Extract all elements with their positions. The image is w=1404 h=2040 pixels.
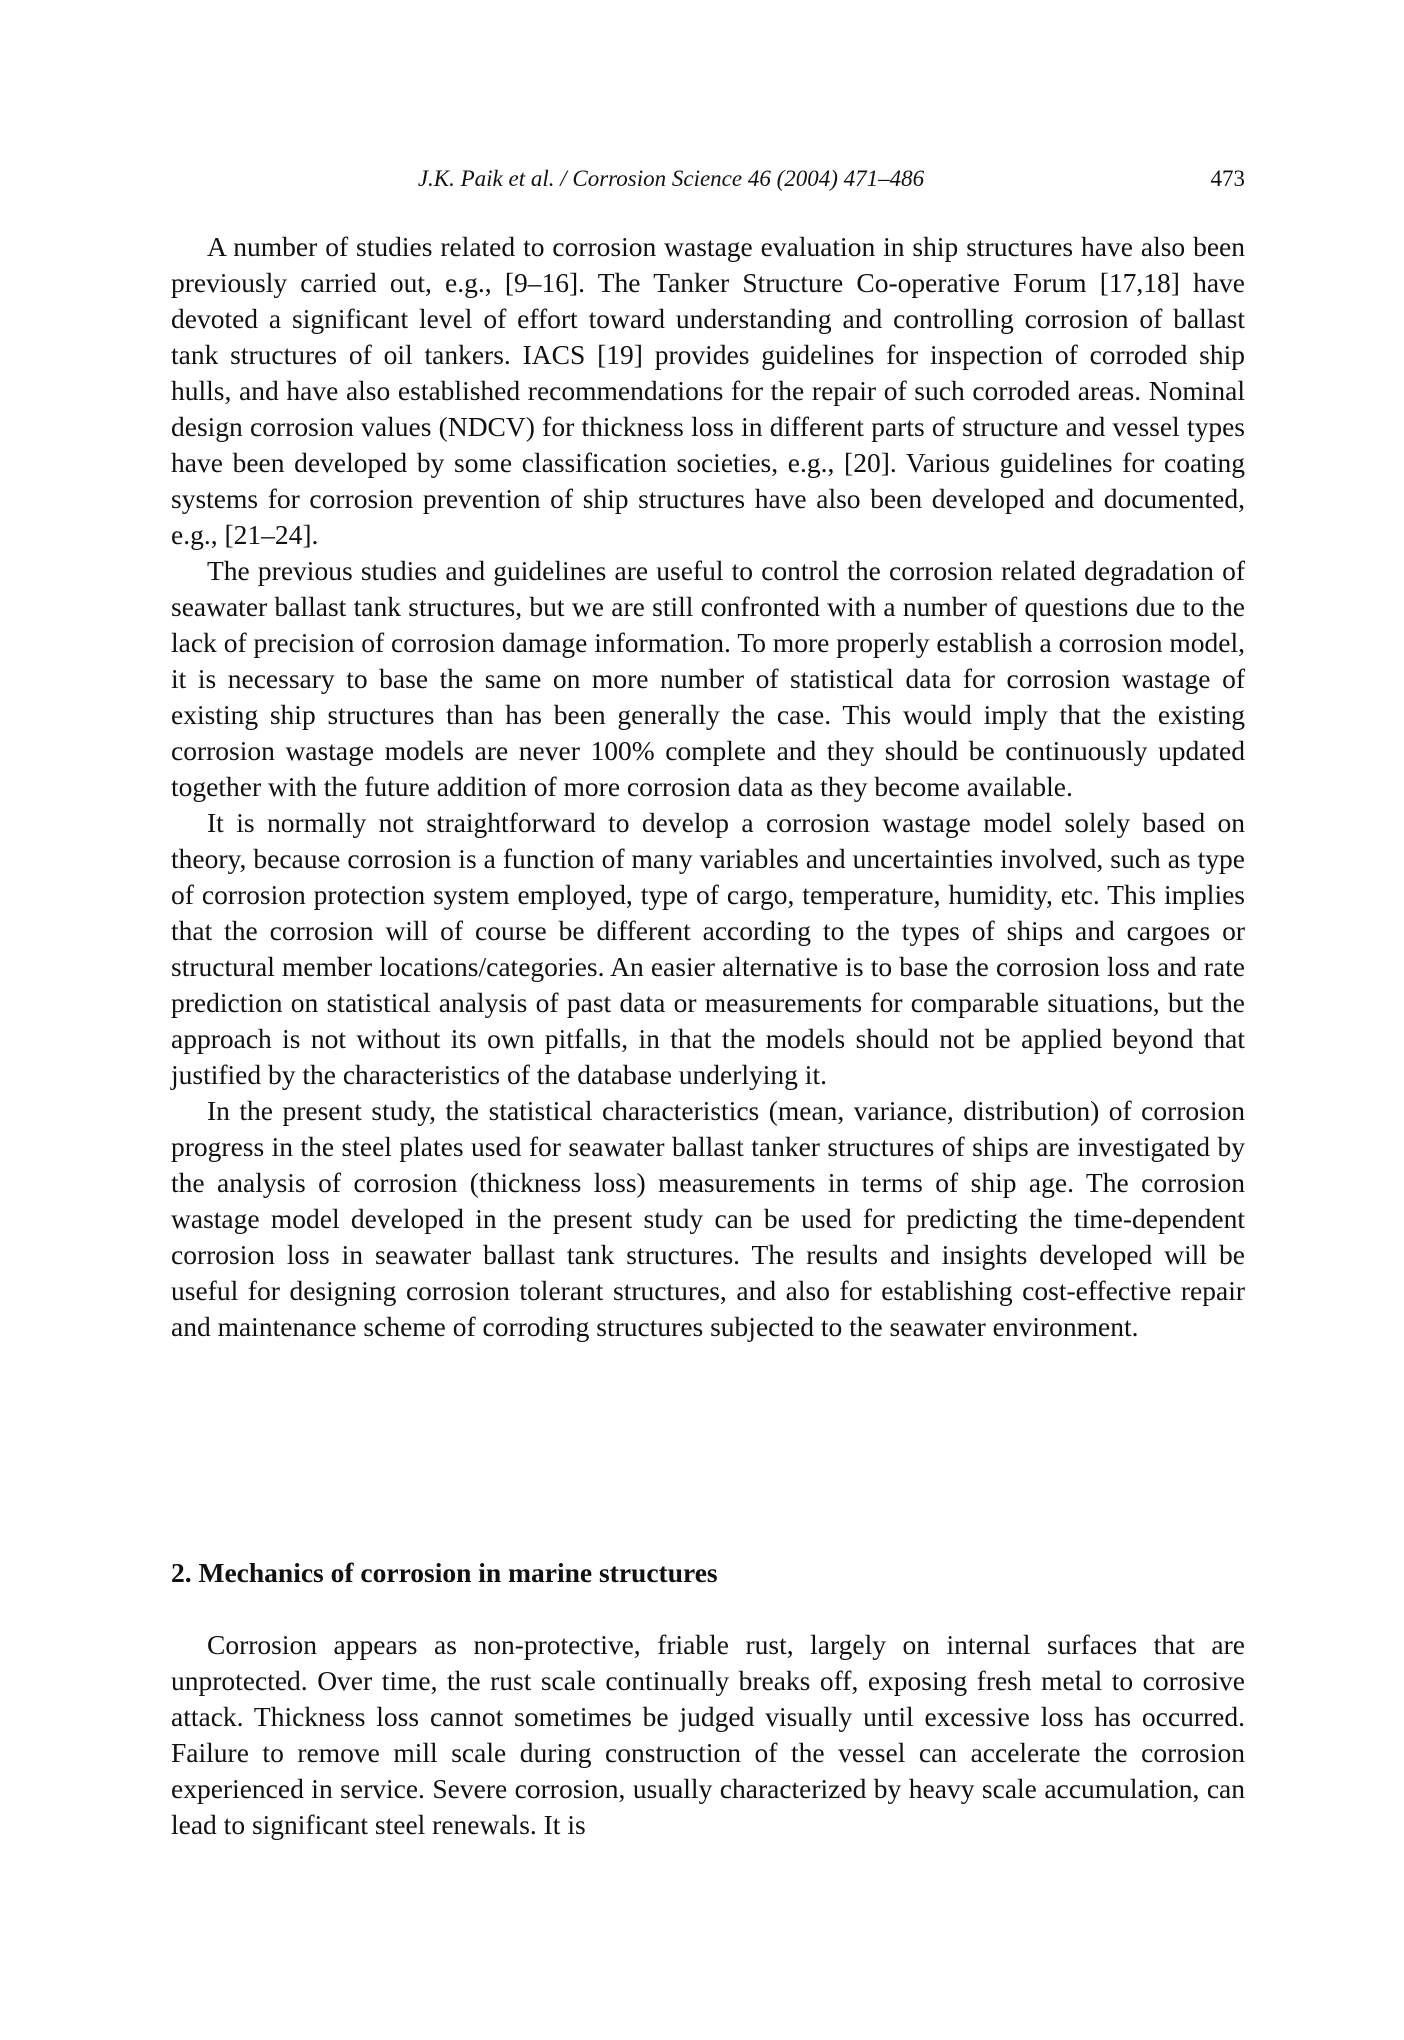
paragraph: It is normally not straightforward to develop a corrosion wastage model solely based on theory, because corrosion is a function of many variables and uncertainties involved, such as type of corrosion protection system employed, type of cargo, temperature, humidity, etc. This implies that the corrosion will of course be different according to the types of ships and cargoes or structural member locations/categories. An easier alternative is to base the corrosion loss and rate prediction on statistical analysis of past data or measurements for comparable situations, but the approach is not without its own pitfalls, in that the models should not be applied beyond that justified by the characteristics of the database underlying it. [171,807,1245,1090]
section-heading: 2. Mechanics of corrosion in marine structures [171,1557,718,1588]
page-number: 473 [1210,166,1245,191]
running-title: J.K. Paik et al. / Corrosion Science 46 (2004) 471–486 [417,166,925,191]
running-header [171,162,1245,196]
document-page [171,0,1245,2040]
paragraph: The previous studies and guidelines are useful to control the corrosion related degradation of seawater ballast tank structures, but we are still confronted with a number of questions due to the lack of precision of corrosion damage information. To more properly establish a corrosion model, it is necessary to base the same on more number of statistical data for corrosion wastage of existing ship structures than has been generally the case. This would imply that the existing corrosion wastage models are never 100% complete and they should be continuously updated together with the future addition of more corrosion data as they become available. [171,555,1245,802]
paragraph: In the present study, the statistical characteristics (mean, variance, distribution) of corrosion progress in the steel plates used for seawater ballast tanker structures of ships are investigated by the analysis of corrosion (thickness loss) measurements in terms of ship age. The corrosion wastage model developed in the present study can be used for predicting the time-dependent corrosion loss in seawater ballast tank structures. The results and insights developed will be useful for designing corrosion tolerant structures, and also for establishing cost-effective repair and maintenance scheme of corroding structures subjected to the seawater environment. [171,1095,1245,1342]
intro-body-text [171,229,1245,1345]
section-body-text [171,1627,1245,1843]
paragraph: Corrosion appears as non-protective, friable rust, largely on internal surfaces that are unprotected. Over time, the rust scale continually breaks off, exposing fresh metal to corrosive attack. Thickness loss cannot sometimes be judged visually until excessive loss has occurred. Failure to remove mill scale during construction of the vessel can accelerate the corrosion experienced in service. Severe corrosion, usually characterized by heavy scale accumulation, can lead to significant steel renewals. It is [171,1629,1245,1840]
paragraph: A number of studies related to corrosion wastage evaluation in ship structures have also been previously carried out, e.g., [9–16]. The Tanker Structure Co-operative Forum [17,18] have devoted a significant level of effort toward understanding and controlling corrosion of ballast tank structures of oil tankers. IACS [19] provides guidelines for inspection of corroded ship hulls, and have also established recommendations for the repair of such corroded areas. Nominal design corrosion values (NDCV) for thickness loss in different parts of structure and vessel types have been developed by some classification societies, e.g., [20]. Various guidelines for coating systems for corrosion prevention of ship structures have also been developed and documented, e.g., [21–24]. [171,231,1245,550]
